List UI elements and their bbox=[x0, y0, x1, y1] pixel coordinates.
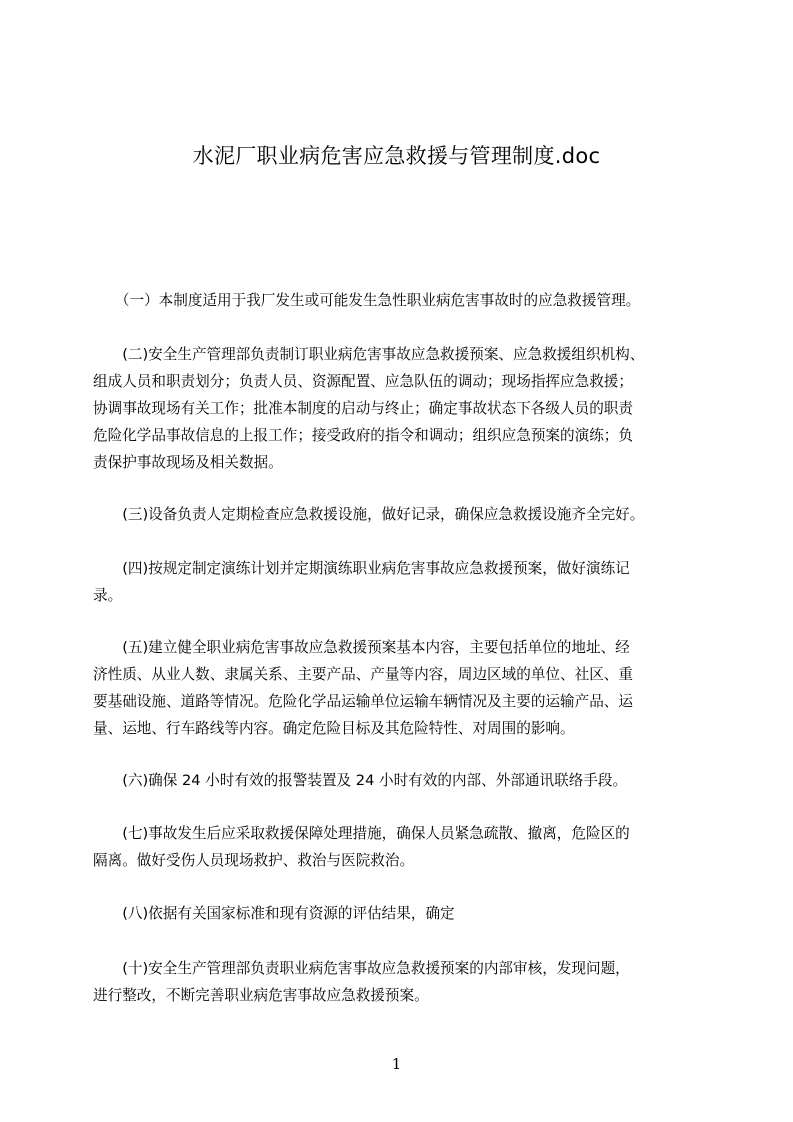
paragraph-line: (八)依据有关国家标准和现有资源的评估结果，确定 bbox=[93, 905, 455, 922]
paragraph-line: (六)确保 24 小时有效的报警装置及 24 小时有效的内部、外部通讯联络手段。 bbox=[93, 772, 628, 789]
paragraph-line: (七)事故发生后应采取救援保障处理措施，确保人员紧急疏散、撤离，危险区的 bbox=[93, 825, 630, 842]
paragraph-3 bbox=[93, 501, 713, 528]
paragraph-7 bbox=[93, 820, 713, 874]
paragraph-1 bbox=[93, 287, 713, 314]
paragraph-5 bbox=[93, 634, 713, 742]
paragraph-8 bbox=[93, 900, 713, 927]
paragraph-line: 济性质、从业人数、隶属关系、主要产品、产量等内容，周边区域的单位、社区、重 bbox=[93, 666, 633, 683]
paragraph-6 bbox=[93, 767, 713, 794]
paragraph-line: 危险化学品事故信息的上报工作；接受政府的指令和调动；组织应急预案的演练；负 bbox=[93, 427, 633, 444]
paragraph-line: 组成人员和职责划分；负责人员、资源配置、应急队伍的调动；现场指挥应急救援； bbox=[93, 373, 633, 390]
paragraph-line: (五)建立健全职业病危害事故应急救援预案基本内容，主要包括单位的地址、经 bbox=[93, 639, 630, 656]
paragraph-line: 隔离。做好受伤人员现场救护、救治与医院救治。 bbox=[93, 852, 415, 869]
paragraph-line: (三)设备负责人定期检查应急救援设施，做好记录，确保应急救援设施齐全完好。 bbox=[93, 506, 645, 523]
paragraph-line: (四)按规定制定演练计划并定期演练职业病危害事故应急救援预案，做好演练记 bbox=[93, 560, 630, 577]
paragraph-line: 要基础设施、道路等情况。危险化学品运输单位运输车辆情况及主要的运输产品、运 bbox=[93, 693, 633, 710]
paragraph-line: 协调事故现场有关工作；批准本制度的启动与终止；确定事故状态下各级人员的职责 bbox=[93, 400, 633, 417]
page-number: 1 bbox=[391, 1055, 402, 1073]
paragraph-line: 责保护事故现场及相关数据。 bbox=[93, 454, 283, 471]
paragraph-9 bbox=[93, 955, 713, 1009]
paragraph-line: （一）本制度适用于我厂发生或可能发生急性职业病危害事故时的应急救援管理。 bbox=[93, 292, 641, 309]
paragraph-line: 量、运地、行车路线等内容。确定危险目标及其危险特性、对周围的影响。 bbox=[93, 720, 575, 737]
document-title: 水泥厂职业病危害应急救援与管理制度.doc bbox=[192, 144, 601, 168]
paragraph-line: (十)安全生产管理部负责职业病危害事故应急救援预案的内部审核，发现问题， bbox=[93, 960, 630, 977]
paragraph-line: 录。 bbox=[93, 587, 123, 604]
paragraph-line: (二)安全生产管理部负责制订职业病危害事故应急救援预案、应急救援组织机构、 bbox=[93, 346, 645, 363]
paragraph-line: 进行整改，不断完善职业病危害事故应急救援预案。 bbox=[93, 987, 429, 1004]
paragraph-4 bbox=[93, 555, 713, 609]
paragraph-2 bbox=[93, 341, 713, 476]
